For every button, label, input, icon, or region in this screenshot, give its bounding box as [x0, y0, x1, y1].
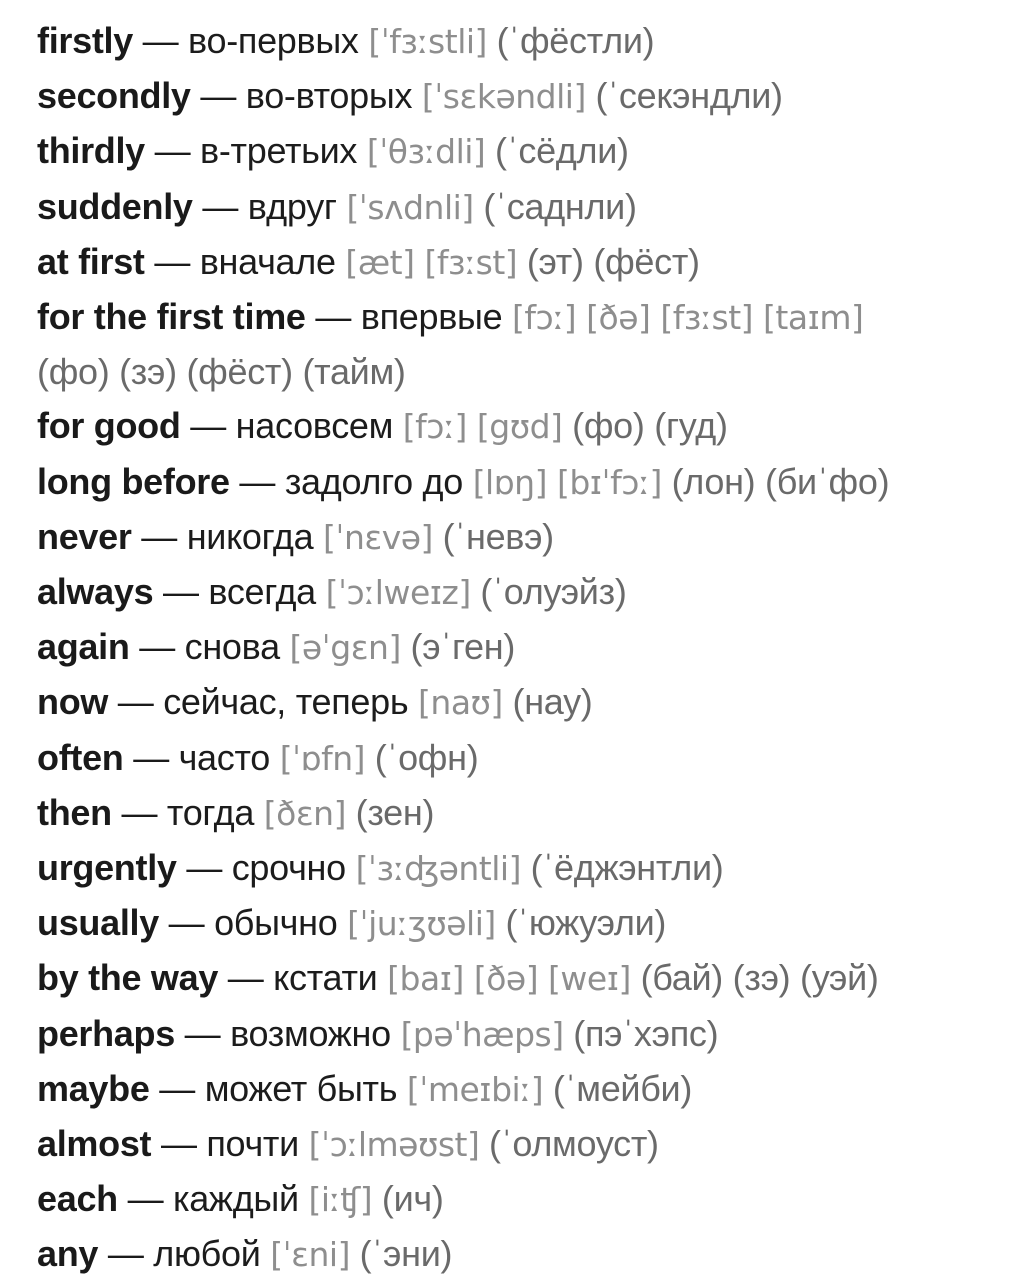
entry-reading: (ˈофн) — [374, 736, 479, 778]
entry-reading: (зен) — [355, 791, 435, 833]
entry-dash: — — [168, 902, 205, 944]
entry-translation: в-третьих — [200, 130, 358, 172]
entry-reading: (ˈсекэндли) — [595, 75, 783, 117]
entry-reading: (бай) (зэ) (уэй) — [640, 957, 879, 999]
entry-word: then — [37, 791, 112, 833]
entry-ipa: [ˈjuːʒʊəli] — [347, 904, 496, 944]
entry-word: perhaps — [37, 1012, 175, 1054]
entry-translation: каждый — [172, 1178, 299, 1220]
entry-often — [37, 731, 1024, 786]
entry-word: almost — [37, 1123, 152, 1165]
entry-word: often — [37, 736, 124, 778]
entry-ipa: [pəˈhæps] — [400, 1014, 564, 1054]
entry-reading: (ˈэни) — [359, 1233, 453, 1275]
entry-translation: во-первых — [188, 20, 359, 61]
entry-translation: впервые — [360, 296, 503, 338]
entry-translation: всегда — [208, 571, 316, 613]
entry-dash: — — [142, 20, 179, 61]
entry-again — [37, 620, 1024, 675]
entry-word: long before — [37, 460, 230, 502]
entry-translation: никогда — [186, 515, 314, 557]
entry-word: for the first time — [37, 296, 306, 338]
entry-word: each — [37, 1178, 118, 1220]
entry-ipa: [ðɛn] — [263, 793, 346, 833]
entry-dash: — — [160, 1123, 197, 1165]
entry-reading: (фо) (зэ) (фёст) (тайм) — [37, 351, 406, 393]
entry-reading: (ич) — [381, 1178, 444, 1220]
entry-ipa: [ˈɛni] — [270, 1235, 350, 1275]
entry-dash: — — [184, 1012, 221, 1054]
entry-each — [37, 1172, 1024, 1227]
entry-translation: сейчас, теперь — [163, 681, 409, 723]
entry-translation: любой — [153, 1233, 261, 1275]
entry-by-the-way — [37, 951, 1024, 1006]
entry-translation: возможно — [230, 1012, 391, 1054]
entry-for-good — [37, 399, 1024, 454]
entry-dash: — — [163, 571, 199, 613]
entry-word: usually — [37, 902, 159, 944]
entry-reading: (ˈёджэнтли) — [530, 847, 724, 889]
entry-word: at first — [37, 240, 145, 282]
entry-for-the-first-time — [37, 290, 1024, 399]
entry-ipa: [baɪ] [ðə] [weɪ] — [387, 959, 631, 999]
entry-ipa: [iːʧ] — [308, 1180, 373, 1220]
entry-reading: (ˈсаднли) — [483, 185, 637, 227]
entry-perhaps — [37, 1007, 1024, 1062]
entry-reading: (лон) (биˈфо) — [671, 460, 890, 502]
entry-dash: — — [186, 847, 223, 889]
entry-dash: — — [139, 626, 175, 668]
entry-always — [37, 565, 1024, 620]
entry-word: any — [37, 1233, 99, 1275]
entry-dash: — — [202, 185, 239, 227]
entry-thirdly — [37, 124, 1024, 179]
entry-reading: (эт) (фёст) — [526, 240, 700, 282]
entry-reading: (пэˈхэпс) — [573, 1012, 719, 1054]
entry-word: now — [37, 681, 109, 723]
entry-at-first — [37, 235, 1024, 290]
entry-word: suddenly — [37, 185, 193, 227]
entry-ipa: [ˈɔːlməʊst] — [308, 1125, 480, 1165]
entry-dash: — — [239, 460, 276, 502]
entry-reading: (нау) — [512, 681, 593, 723]
entry-long-before — [37, 455, 1024, 510]
entry-translation: во-вторых — [245, 75, 413, 117]
entry-word: again — [37, 626, 130, 668]
entry-dash: — — [107, 1233, 144, 1275]
entry-firstly — [37, 14, 1024, 69]
entry-translation: тогда — [166, 791, 255, 833]
entry-dash: — — [200, 75, 237, 117]
entry-word: thirdly — [37, 130, 145, 172]
entry-dash: — — [227, 957, 264, 999]
entry-ipa: [naʊ] — [418, 683, 503, 723]
entry-reading: (ˈмейби) — [552, 1067, 693, 1109]
entry-reading: (ˈолмоуст) — [489, 1123, 659, 1165]
entry-ipa: [ˈsʌdnli] — [346, 187, 474, 227]
entry-maybe — [37, 1062, 1024, 1117]
entry-word: urgently — [37, 847, 177, 889]
entry-translation: вдруг — [247, 185, 337, 227]
entry-reading: (фо) (гуд) — [572, 405, 728, 447]
entry-any — [37, 1227, 1024, 1282]
entry-then — [37, 786, 1024, 841]
entry-word: never — [37, 515, 132, 557]
entry-dash: — — [141, 515, 177, 557]
entry-translation: может быть — [204, 1067, 398, 1109]
entry-ipa: [ˈɒfn] — [279, 738, 365, 778]
entry-ipa: [ˈsɛkəndli] — [421, 77, 586, 117]
entry-urgently — [37, 841, 1024, 896]
entry-reading: (эˈген) — [410, 626, 516, 668]
entry-dash: — — [121, 791, 158, 833]
entry-dash: — — [190, 405, 226, 447]
entry-translation: кстати — [273, 957, 378, 999]
entry-reading: (ˈюжуэли) — [505, 902, 667, 944]
entry-never — [37, 510, 1024, 565]
entry-dash: — — [154, 240, 191, 282]
entry-ipa: [æt] [fɜːst] — [345, 242, 518, 282]
entry-dash: — — [127, 1178, 164, 1220]
entry-usually — [37, 896, 1024, 951]
entry-dash: — — [154, 130, 191, 172]
entry-word: firstly — [37, 20, 133, 61]
entry-reading: (ˈолуэйз) — [480, 571, 627, 613]
entry-ipa: [ˈθɜːdli] — [366, 132, 486, 172]
entry-ipa: [ˈmeɪbiː] — [406, 1069, 544, 1109]
entry-translation: обычно — [214, 902, 338, 944]
entry-reading: (ˈфёстли) — [496, 20, 655, 61]
entry-now — [37, 675, 1024, 730]
entry-dash: — — [315, 296, 352, 338]
entry-translation: вначале — [199, 240, 336, 282]
entry-ipa: [ˈnɛvə] — [323, 517, 433, 557]
entry-reading: (ˈсёдли) — [495, 130, 629, 172]
entry-dash: — — [117, 681, 154, 723]
entry-translation: насовсем — [235, 405, 394, 447]
entry-word: secondly — [37, 75, 191, 117]
entry-word: for good — [37, 405, 181, 447]
entry-dash: — — [133, 736, 169, 778]
entry-word: by the way — [37, 957, 219, 999]
entry-translation: срочно — [231, 847, 346, 889]
entry-ipa: [fɔː] [ðə] [fɜːst] [taɪm] — [512, 298, 864, 338]
entry-translation: снова — [184, 626, 280, 668]
entry-translation: почти — [206, 1123, 299, 1165]
entry-dash: — — [159, 1067, 195, 1109]
entry-ipa: [ˈɔːlweɪz] — [325, 573, 471, 613]
entry-ipa: [fɔː] [gʊd] — [402, 407, 563, 447]
entry-word: maybe — [37, 1067, 150, 1109]
entry-ipa: [lɒŋ] [bɪˈfɔː] — [472, 462, 662, 502]
entry-almost — [37, 1117, 1024, 1172]
entry-translation: задолго до — [284, 460, 463, 502]
entry-reading: (ˈневэ) — [442, 515, 554, 557]
entry-suddenly — [37, 180, 1024, 235]
entry-secondly — [37, 69, 1024, 124]
entry-translation: часто — [178, 736, 270, 778]
entry-ipa: [əˈgɛn] — [289, 628, 401, 668]
entry-ipa: [ˈɜːʤəntli] — [355, 849, 521, 889]
entry-word: always — [37, 571, 154, 613]
entry-ipa: [ˈfɜːstli] — [368, 22, 487, 61]
